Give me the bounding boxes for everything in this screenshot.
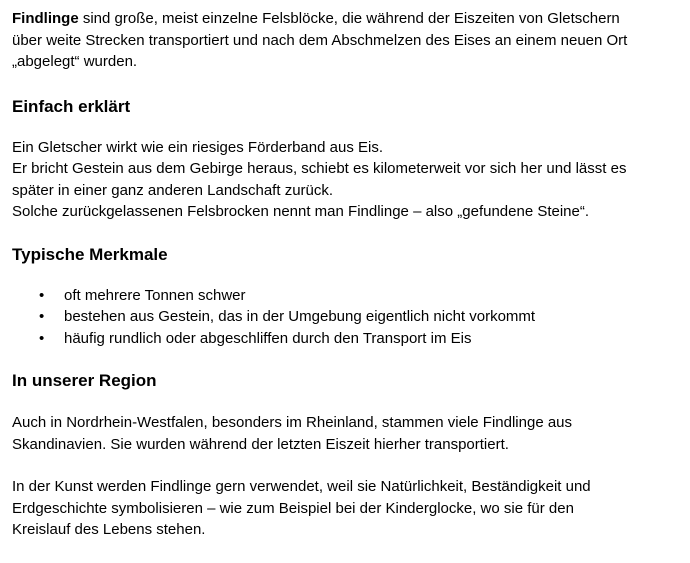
heading-einfach-erklaert: Einfach erklärt (12, 96, 131, 116)
intro-line-3: „abgelegt“ wurden. (12, 53, 138, 70)
intro-line-1 (12, 8, 678, 30)
simple-line-3: später in einer ganz anderen Landschaft zurück. (12, 181, 334, 199)
simple-line-1: Ein Gletscher wirkt wie ein riesiges Förderband aus Eis. (12, 138, 383, 156)
bullet-icon: • (39, 286, 45, 304)
region-paragraph-2 (12, 476, 678, 541)
intro-paragraph (12, 8, 678, 73)
list-item (12, 306, 678, 328)
heading-typische-merkmale: Typische Merkmale (12, 244, 168, 264)
list-item (12, 285, 678, 307)
simple-line-2: Er bricht Gestein aus dem Gebirge heraus, schiebt es kilometerweit vor sich her und lässt es (12, 160, 627, 177)
bullet-icon: • (39, 308, 45, 325)
simple-line-4: Solche zurückgelassenen Felsbrocken nennt man Findlinge – also „gefundene Steine“. (12, 203, 590, 220)
region-line-3: In der Kunst werden Findlinge gern verwendet, weil sie Natürlichkeit, Beständigkeit und (12, 478, 591, 495)
intro-term: Findlinge (12, 10, 79, 27)
heading-in-unserer-region: In unserer Region (12, 371, 157, 390)
features-list (12, 285, 678, 350)
region-line-2: Skandinavien. Sie wurden während der letzten Eiszeit hierher transportiert. (12, 435, 509, 453)
intro-line-1-rest: sind große, meist einzelne Felsblöcke, die während der Eiszeiten von Gletschern (78, 10, 620, 27)
list-item-text: bestehen aus Gestein, das in der Umgebung eigentlich nicht vorkommt (64, 308, 536, 325)
list-item-text: häufig rundlich oder abgeschliffen durch den Transport im Eis (64, 329, 472, 347)
region-paragraph-1 (12, 412, 678, 455)
list-item-text: oft mehrere Tonnen schwer (64, 286, 246, 304)
region-line-4: Erdgeschichte symbolisieren – wie zum Beispiel bei der Kinderglocke, wo sie für den (12, 499, 574, 517)
simple-paragraph (12, 137, 678, 223)
list-item (12, 328, 678, 350)
region-line-1: Auch in Nordrhein-Westfalen, besonders im Rheinland, stammen viele Findlinge aus (12, 414, 573, 431)
bullet-icon: • (39, 329, 45, 347)
region-line-5: Kreislauf des Lebens stehen. (12, 521, 206, 538)
intro-line-2: über weite Strecken transportiert und nach dem Abschmelzen des Eises an einem neuen Ort (12, 31, 628, 49)
